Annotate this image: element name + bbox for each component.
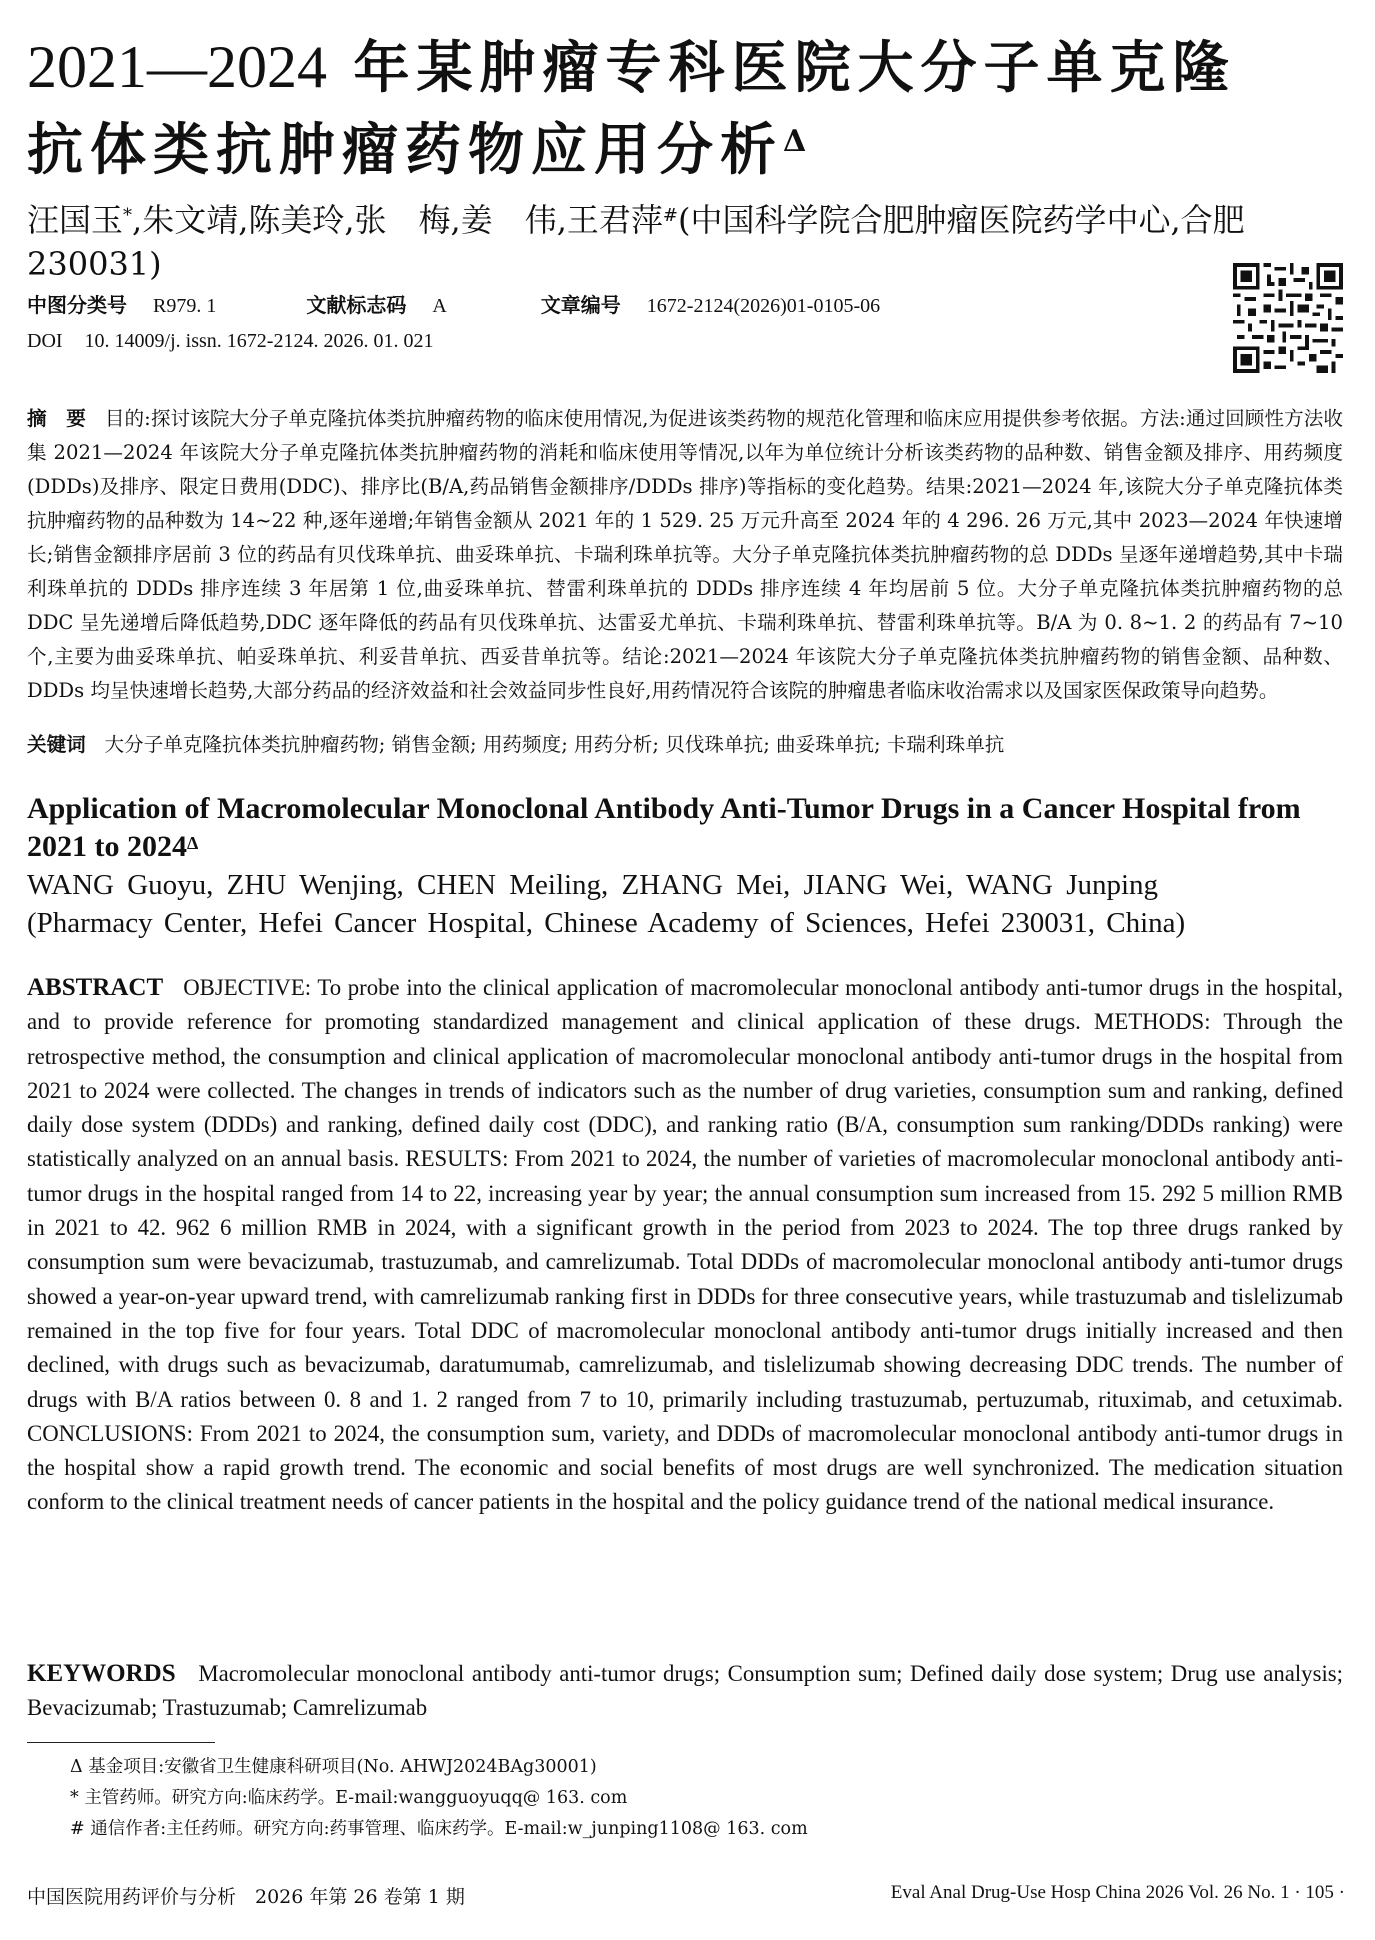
- keywords-en-label: KEYWORDS: [27, 1660, 176, 1687]
- doi-value: 10. 14009/j. issn. 1672-2124. 2026. 01. 021: [84, 330, 434, 352]
- abstract-cn-text: 目的:探讨该院大分子单克隆抗体类抗肿瘤药物的临床使用情况,为促进该类药物的规范化管理和临床应用提供参考依据。方法:通过回顾性方法收集 2021—2024 年该院大分子单克隆抗体类抗肿瘤药物的消耗和临床使用等情况,以年为单位统计分析该类药物的品种数、销售金额及排序、用药频度(DDDs)及排序、限定日费用(DDC)、排序比(B/A,药品销售金额排序/DDDs 排序)等指标的变化趋势。结果:2021—2024 年,该院大分子单克隆抗体类抗肿瘤药物的品种数为 14~22 种,逐年递增;年销售金额从 2021 年的 1 529. 25 万元升高至 2024 年的 4 296. 26 万元,其中 2023—2024 年快速增长;销售金额排序居前 3 位的药品有贝伐珠单抗、曲妥珠单抗、卡瑞利珠单抗等。大分子单克隆抗体类抗肿瘤药物的总 DDDs 呈逐年递增趋势,其中卡瑞利珠单抗的 DDDs 排序连续 3 年居第 1 位,曲妥珠单抗、替雷利珠单抗的 DDDs 排序连续 4 年均居前 5 位。大分子单克隆抗体类抗肿瘤药物的总 DDC 呈先递增后降低趋势,DDC 逐年降低的药品有贝伐珠单抗、达雷妥尤单抗、卡瑞利珠单抗、替雷利珠单抗等。B/A 为 0. 8~1. 2 的药品有 7~10 个,主要为曲妥珠单抗、帕妥珠单抗、利妥昔单抗、西妥昔单抗等。结论:2021—2024 年该院大分子单克隆抗体类抗肿瘤药物的销售金额、品种数、DDDs 均呈快速增长趋势,大部分药品的经济效益和社会效益同步性良好,用药情况符合该院的肿瘤患者临床收治需求以及国家医保政策导向趋势。: [27, 407, 1344, 702]
- footnotes: [70, 1752, 1270, 1845]
- title-fund-mark: Δ: [783, 124, 807, 159]
- clc-label: 中图分类号: [27, 293, 127, 317]
- title-years: 2021—2024: [27, 34, 327, 100]
- title-line2-text: 抗体类抗肿瘤药物应用分析: [27, 117, 783, 183]
- doi-label: DOI: [27, 330, 63, 352]
- author-line-cn: [27, 198, 1357, 286]
- title-line-2: [27, 109, 1357, 191]
- doc-code-label: 文献标志码: [306, 293, 407, 317]
- keywords-cn: [27, 728, 1343, 762]
- corresponding-author-mark: #: [662, 205, 678, 226]
- keywords-cn-label: 关键词: [27, 733, 86, 756]
- title-en-text: Application of Macromolecular Monoclonal Antibody Anti-Tumor Drugs in a Cancer Hospital from 2021 to 2024: [27, 792, 1301, 863]
- keywords-cn-text: 大分子单克隆抗体类抗肿瘤药物; 销售金额; 用药频度; 用药分析; 贝伐珠单抗; 曲妥珠单抗; 卡瑞利珠单抗: [104, 733, 1005, 756]
- article-number-label: 文章编号: [540, 293, 621, 317]
- title-en-fund-mark: Δ: [187, 833, 199, 853]
- title-en: [27, 790, 1343, 866]
- title-line-1: [27, 26, 1357, 109]
- abstract-en: [27, 971, 1343, 1520]
- doi-row: [27, 326, 433, 356]
- page-title: [27, 26, 1357, 191]
- affiliation-en: (Pharmacy Center, Hefei Cancer Hospital, Chinese Academy of Sciences, Hefei 230031, China): [27, 907, 1186, 939]
- journal-footer-en: Eval Anal Drug-Use Hosp China 2026 Vol. 26 No. 1 · 105 ·: [890, 1882, 1345, 1903]
- author-first: 汪国玉: [27, 201, 124, 239]
- article-meta-row: [27, 290, 880, 321]
- keywords-en-text: Macromolecular monoclonal antibody anti-tumor drugs; Consumption sum; Defined daily dose system; Drug use analysis; Bevacizumab; Trastuzumab; Camrelizumab: [27, 1661, 1343, 1720]
- clc-value: R979. 1: [153, 295, 217, 317]
- journal-footer-cn: 中国医院用药评价与分析 2026 年第 26 卷第 1 期: [27, 1886, 465, 1908]
- keywords-en: [27, 1657, 1343, 1725]
- abstract-cn-label: 摘 要: [27, 407, 86, 430]
- authors-en: WANG Guoyu, ZHU Wenjing, CHEN Meiling, ZHANG Mei, JIANG Wei, WANG Junping: [27, 869, 1159, 901]
- abstract-en-text: OBJECTIVE: To probe into the clinical application of macromolecular monoclonal antibody anti-tumor drugs in the hospital, and to provide reference for promoting standardized management and clinical application of these drugs. METHODS: Through the retrospective method, the consumption and clinical application of macromolecular monoclonal antibody anti-tumor drugs in the hospital from 2021 to 2024 were collected. The changes in trends of indicators such as the number of drug varieties, consumption sum and ranking, defined daily dose system (DDDs) and ranking, defined daily cost (DDC), and ranking ratio (B/A, consumption sum ranking/DDDs ranking) were statistically analyzed on an annual basis. RESULTS: From 2021 to 2024, the number of varieties of macromolecular monoclonal antibody anti-tumor drugs in the hospital ranged from 14 to 22, increasing year by year; the annual consumption sum increased from 15. 292 5 million RMB in 2021 to 42. 962 6 million RMB in 2024, with a significant growth in the period from 2023 to 2024. The top three drugs ranked by consumption sum were bevacizumab, trastuzumab, and camrelizumab. Total DDDs of macromolecular monoclonal antibody anti-tumor drugs showed a year-on-year upward trend, with camrelizumab ranking first in DDDs for three consecutive years, while trastuzumab and tislelizumab remained in the top five for four years. Total DDC of macromolecular monoclonal antibody anti-tumor drugs initially increased and then declined, with drugs such as bevacizumab, daratumumab, camrelizumab, and tislelizumab showing decreasing DDC trends. The number of drugs with B/A ratios between 0. 8 and 1. 2 ranged from 7 to 10, primarily including trastuzumab, pertuzumab, rituximab, and cetuximab. CONCLUSIONS: From 2021 to 2024, the consumption sum, variety, and DDDs of macromolecular monoclonal antibody anti-tumor drugs in the hospital show a rapid growth trend. The economic and social benefits of most drugs are well synchronized. The medication situation conform to the clinical treatment needs of cancer patients in the hospital and the policy guidance trend of the national medical insurance.: [27, 975, 1343, 1515]
- author-rest: ,朱文靖,陈美玲,张 梅,姜 伟,王君萍: [132, 201, 663, 239]
- author-first-mark: *: [123, 205, 133, 226]
- abstract-cn: [27, 402, 1343, 708]
- footnote-author: * 主管药师。研究方向:临床药学。E-mail:wangguoyuqq@ 163. com: [70, 1788, 628, 1808]
- footnote-corresponding: # 通信作者:主任药师。研究方向:药事管理、临床药学。E-mail:w_junping1108@ 163. com: [70, 1819, 808, 1839]
- qr-code-image: [1233, 263, 1343, 373]
- doc-code-value: A: [432, 295, 447, 317]
- footnote-fund: Δ 基金项目:安徽省卫生健康科研项目(No. AHWJ2024BAg30001): [70, 1757, 597, 1777]
- article-number-value: 1672-2124(2026)01-0105-06: [646, 295, 881, 317]
- author-affiliation-cn: (中国科学院合肥肿瘤医院药学中心,合肥 230031): [27, 201, 1277, 283]
- title-line1-rest: 年某肿瘤专科医院大分子单克隆: [327, 35, 1236, 101]
- footnote-divider: [27, 1742, 215, 1743]
- abstract-en-label: ABSTRACT: [27, 974, 164, 1001]
